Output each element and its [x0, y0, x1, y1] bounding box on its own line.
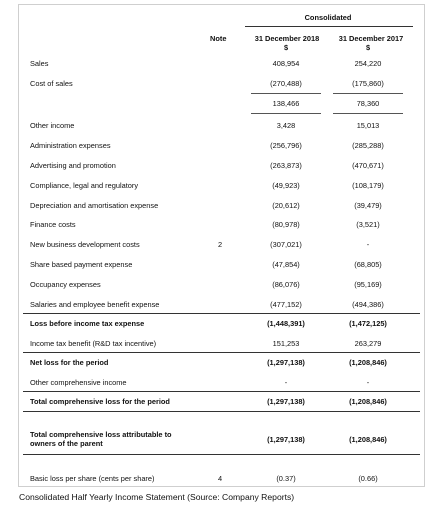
row-label-new-business: New business development costs	[30, 240, 140, 249]
value-2018: (1,297,138)	[267, 397, 305, 406]
value-2017: 15,013	[356, 121, 380, 130]
row-label-net-loss: Net loss for the period	[30, 358, 109, 367]
row-label-occupancy: Occupancy expenses	[30, 280, 101, 289]
value-2017: (0.66)	[358, 474, 378, 483]
value-2018-gross: 138,466	[272, 99, 300, 108]
consolidated-header: Consolidated	[304, 13, 352, 22]
value-2018: (1,297,138)	[267, 358, 305, 367]
value-2018: (1,297,138)	[267, 435, 305, 444]
value-2017-gross: 78,360	[356, 99, 380, 108]
value-2018: -	[284, 378, 288, 387]
row-label-basic-eps: Basic loss per share (cents per share)	[30, 474, 155, 483]
row-label-loss-before-tax: Loss before income tax expense	[30, 319, 145, 328]
value-2017: (39,479)	[354, 201, 382, 210]
value-2017: (95,169)	[354, 280, 382, 289]
row-label-sales: Sales	[30, 59, 49, 68]
value-2017: (1,208,846)	[349, 358, 387, 367]
value-2018: 3,428	[276, 121, 296, 130]
value-2018: 151,253	[272, 339, 300, 348]
value-2017: (1,472,125)	[349, 319, 387, 328]
subtotal-line	[251, 93, 321, 94]
row-label-share-based: Share based payment expense	[30, 260, 133, 269]
income-statement-table	[18, 4, 425, 487]
row-divider	[23, 454, 420, 455]
row-divider	[23, 411, 420, 412]
row-label-other-income: Other income	[30, 121, 75, 130]
value-2017: (494,386)	[352, 300, 384, 309]
value-2018: (47,854)	[272, 260, 300, 269]
col1-date-header: 31 December 2018	[254, 34, 320, 43]
header-underline	[245, 26, 413, 27]
value-2018: (1,448,391)	[267, 319, 305, 328]
row-label-finance-costs: Finance costs	[30, 220, 76, 229]
subtotal-line	[251, 113, 321, 114]
value-2018: (477,152)	[270, 300, 302, 309]
row-label-administration: Administration expenses	[30, 141, 111, 150]
row-label-total-comprehensive-loss: Total comprehensive loss for the period	[30, 397, 170, 406]
value-2018: (263,873)	[270, 161, 302, 170]
value-2018: (256,796)	[270, 141, 302, 150]
value-2018: (20,612)	[272, 201, 300, 210]
row-label-other-comprehensive-income: Other comprehensive income	[30, 378, 127, 387]
col1-unit: $	[283, 43, 289, 52]
row-divider	[23, 391, 420, 392]
row-label-attributable-line2: owners of the parent	[30, 439, 103, 448]
value-2017: (285,288)	[352, 141, 384, 150]
subtotal-line	[333, 113, 403, 114]
value-2018: (80,978)	[272, 220, 300, 229]
value-2018: (270,488)	[270, 79, 302, 88]
note-header: Note	[210, 34, 227, 43]
value-2017: (108,179)	[352, 181, 384, 190]
note-ref: 2	[217, 240, 223, 249]
row-label-salaries: Salaries and employee benefit expense	[30, 300, 160, 309]
subtotal-line	[333, 93, 403, 94]
col2-date-header: 31 December 2017	[338, 34, 404, 43]
value-2018: 408,954	[272, 59, 300, 68]
row-label-compliance: Compliance, legal and regulatory	[30, 181, 139, 190]
value-2017: 263,279	[354, 339, 382, 348]
row-divider	[23, 352, 420, 353]
note-ref: 4	[217, 474, 223, 483]
value-2017: -	[366, 378, 370, 387]
col2-unit: $	[365, 43, 371, 52]
value-2017: (470,671)	[352, 161, 384, 170]
row-label-advertising: Advertising and promotion	[30, 161, 116, 170]
value-2017: (68,805)	[354, 260, 382, 269]
value-2017: -	[366, 240, 370, 249]
value-2017: (1,208,846)	[349, 397, 387, 406]
value-2018: (307,021)	[270, 240, 302, 249]
value-2017: 254,220	[354, 59, 382, 68]
row-label-depreciation: Depreciation and amortisation expense	[30, 201, 159, 210]
figure-caption: Consolidated Half Yearly Income Statement (Source: Company Reports)	[19, 492, 295, 502]
value-2017: (1,208,846)	[349, 435, 387, 444]
value-2018: (0.37)	[276, 474, 296, 483]
row-label-tax-benefit: Income tax benefit (R&D tax incentive)	[30, 339, 157, 348]
value-2017: (175,860)	[352, 79, 384, 88]
value-2018: (86,076)	[272, 280, 300, 289]
value-2018: (49,923)	[272, 181, 300, 190]
row-divider	[23, 313, 420, 314]
value-2017: (3,521)	[356, 220, 380, 229]
row-label-attributable-line1: Total comprehensive loss attributable to	[30, 430, 172, 439]
row-label-cost-of-sales: Cost of sales	[30, 79, 73, 88]
